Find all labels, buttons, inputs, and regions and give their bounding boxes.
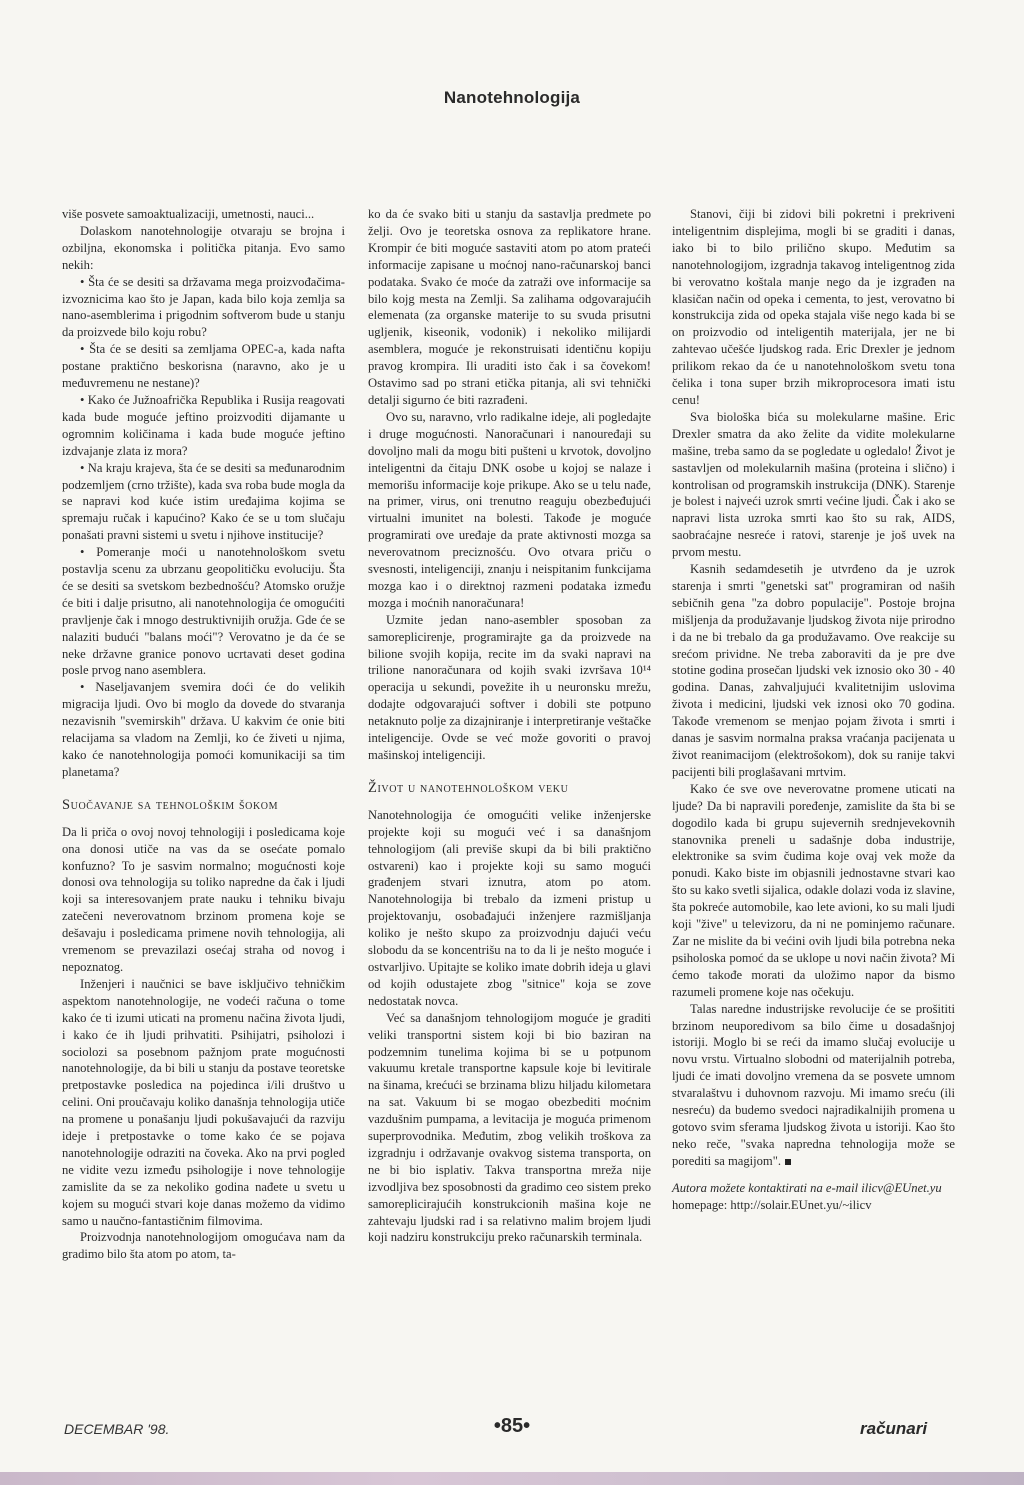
paragraph [672,1001,955,1170]
section-heading: Suočavanje sa tehnološkim šokom [62,796,279,813]
paragraph: ko da će svako biti u stanju da sastavlja predmete po želji. Ovo je teoretska osnova za replikatore hrane. Krompir će biti moguće sastaviti atom po atom prateći informacije zapisane u moćnoj nano-računarskoj banci podataka. Svako će moće da zatraži ove informacije sa bilo kojg mesta na Zemlji. Sa zalihama odgovarajućih elemenata (za organske materije to su svuda prisutni ugljenik, kiseonik, vodonik) i nekoliko milijardi asemblera, moguće je rekonstruisati identičnu kopiju pravog krompira. Ili uraditi isto čak i sa čovekom! Ostavimo sad po strani etička pitanja, ali svi tehnički detalji sigurno će biti razrađeni. [368,207,651,407]
bullet-paragraph: • Pomeranje moći u nanotehnološkom svetu postavlja scenu za ubrzanu geopolitičku evoluciju. Šta će se desiti sa svetskom bezbednošću? Atomsko oružje će biti i dalje prisutno, ali nanotehnologija će omogućiti pravljenje čak i mnogo destruktivnijih oružja. Gde će se nalaziti budući "balans moći"? Verovatno je da će se neke državne granice ponovo ucrtavati deset godina posle prvog nano asemblera. [62,545,345,678]
column-3 [672,206,955,1213]
column-2 [368,206,651,1246]
bullet-paragraph: • Šta će se desiti sa zemljama OPEC-a, kada nafta postane praktično beskorisna (naravno, ako je u međuvremenu ne nestane)? [62,342,345,391]
paragraph: Stanovi, čiji bi zidovi bili pokretni i prekriveni inteligentnim displejima, mogli bi se graditi i danas, iako bi to bilo prilično skupo. Međutim sa nanotehnologijom, izgradnja takavog inteligentnog zida bi verovatno koštala manje nego da je izgrađen na klasičan način od opeka i cementa, to jest, verovatno bi konstrukcija zida od opeka stajala više nego kada bi se on proizvodio od inteligentih materijala, jer ne bi zahtevao učešće ljudskog rada. Eric Drexler je jednom prilikom rekao da će u nanotehnološkom svetu tona čelika i tona super brzih mikroprocesora imati istu cenu! [672,207,955,407]
bullet-paragraph: • Kako će Južnoafrička Republika i Rusija reagovati kada bude moguće jeftino proizvoditi dijamante u ogromnim količinama i kada bude moguće jeftino izdvajanje zlata iz mora? [62,392,345,458]
issue-date: DECEMBAR '98. [64,1421,170,1437]
bullet-paragraph: • Šta će se desiti sa državama mega proizvođačima-izvoznicima kao što je Japan, kada bilo koja zemlja sa nano-asemblerima i prigodnim softverom bude u stanju da proizvede bilo koju robu? [62,274,345,340]
magazine-name: računari [860,1419,928,1438]
paragraph: Nanotehnologija će omogućiti velike inženjerske projekte koji su mogući već i sa današnjom tehnologijom (ali previše skupi da bi bili praktično ostvareni) kao i projekte koji su samo mogući građenjem stvari iznutra, atom po atom. Nanotehnologija bi trebalo da izmeni pristup u projektovanju, osobađajući inženjere razmišljanja koliko je nešto skupo za proizvodnju dajući veću slobodu da se koncentrišu na to da li je nešto moguće i ostvarljivo. Upitajte se koliko imate dobrih ideja u glavi od kojih odustajete zbog "sitnice" koja se zove nedostatak novca. [368,807,651,1008]
paragraph: Uzmite jedan nano-asembler sposoban za samoreplicirenje, programirajte ga da proizvede na bilione svojih kopija, recite im da svaki napravi na trilione nanoračunara od kojih svaki izvršava 10¹⁴ operacija u sekundi, povežite ih u neuronsku mrežu, dodajte odgovarajući softver i dobili ste potpuno netaknuto polje za dizajniranje i interpretiranje veštačke inteligencije. Ovde se već može govoriti o pravoj mašinskoj inteligenciji. [368,612,651,762]
end-of-article-square-icon [785,1159,791,1165]
paragraph: Već sa današnjom tehnologijom moguće je graditi veliki transportni sistem koji bi bio baziran na podzemnim tunelima kojima bi se u potpunom vakuumu kretale transportne kapsule koje bi levitirale na šinama, krećući se brzinama blizu hiljadu kilometara na sat. Vakuum bi se mogao obezbediti moćnim vazdušnim pumpama, a levitacija je moguća primenom superprovodnika. Međutim, zbog velikih troškova za izgradnju i održavanje ovakvog sistema transporta, on ne bi bio isplativ. Takva transportna mreža nije izvodljiva bez sposobnosti da gradimo ceo sistem preko samoreplicirajućih konstrukcionih mašina koje ne zahtevaju ljudski rad i sa relativno malim brojem ljudi koji nadziru konstrukciju preko računarskih terminala. [368,1010,651,1245]
paragraph: Sva biološka bića su molekularne mašine. Eric Drexler smatra da ako želite da vidite molekularne mašine, treba samo da se pogledate u ogledalo! Život je sastavljen od molekularnih mašina (proteina i slično) i kontrolisan od programskih instrukcija (DNK). Starenje je bolest i najveći uzrok smrti većine ljudi. Čak i ako se napravi lista uzroka smrti kao što su rak, AIDS, saobraćajne nesreće i ratovi, starenje je još uvek na prvom mestu. [672,409,955,560]
column-1 [62,206,345,1263]
paragraph: Proizvodnja nanotehnologijom omogućava nam da gradimo bilo šta atom po atom, ta- [62,1230,345,1262]
author-contact: Autora možete kontaktirati na e-mail ilicv@EUnet.yu [672,1180,942,1195]
bullet-paragraph: • Naseljavanjem svemira doći će do velikih migracija ljudi. Ovo bi moglo da dovede do stvaranja nezavisnih "svemirskih" država. U kakvim će onie biti relacijama sa vladom na Zemlji, ko će živeti u njima, kako će nanotehnologija pomoći komunikaciji sa tim planetama? [62,680,345,779]
paragraph: Kasnih sedamdesetih je utvrđeno da je uzrok starenja i smrti "genetski sat" programiran od naših sebičnih gena "za dobro populacije". Postoje brojna mišljenja da produžavanje ljudskog života nije prirodno i da ne bi trebalo da ga produžavamo. Ove reakcije su srećom prividne. Ne treba zaboraviti da je pre dve stotine godina prosečan ljudski vek iznosio oko 30 - 40 godina. Danas, zahvaljujući kvalitetnijim uslovima života i medicini, ljudski vek iznosi oko 70 godina. Takođe vremenom se menjao pojam života i smrti i danas je sasvim normalna praksa vraćanja pacijenata u život reanimacijom (elektrošokom), dok su ranije takvi pacijenti bili proglašavani mrtvim. [672,562,955,779]
paragraph: Inženjeri i naučnici se bave isključivo tehničkim aspektom nanotehnologije, ne vodeći računa o tome kako će ti izumi uticati na promenu načina života ljudi, i kako će ih ljudi prihvatiti. Psihijatri, psiholozi i sociolozi sa posebnom pažnjom prate mogućnosti nanotehnologije, da bi bili u stanju da postave teoretske pretpostavke posledica na pojedinca i/ili društvo u celini. Oni proučavaju koliko današnja tehnologija utiče na promene u ponašanju ljudi pokušavajući da razviju ideje i pretpostavke o tome kako će se pojava nanotehnologije odraziti na čoveka. Ako na prvi pogled ne vidite vezu između psihologije i nove tehnologije zamislite da se za nekoliko godina nađete u svetu u kojem su mogući stvari koje danas možemo da vidimo samo u naučno-fantastičnim filmovima. [62,976,345,1228]
paragraph: Ovo su, naravno, vrlo radikalne ideje, ali pogledajte i druge mogućnosti. Nanoračunari i nanouređaji su dovoljno mali da mogu biti pušteni u krvotok, dovoljno inteligentni da čitaju DNK osobe u kojoj se nalaze i memorišu informacije koje prikupe. Ako se u telu nađe, na primer, virus, oni trenutno reaguju obezbeđujući virtualni imunitet na bolesti. Takođe je moguće programirati ove uređaje da prate aktivnosti mozga sa neverovatnom preciznošću. Ovo otvara priču o svesnosti, inteligenciji, znanju i neispitanim funkcijama mozga kao i o direktnoj razmeni podataka između mozga i moćnih nanoračunara! [368,409,651,610]
running-title: Nanotehnologija [443,88,581,107]
bullet-paragraph: • Na kraju krajeva, šta će se desiti sa međunarodnim podzemljem (crno tržište), kada sva roba bude mogla da se napravi kod kuće istim uređajima kojima se spremaju ručak i kapućino? Kako će se u tom slučaju ponašati pravni sistemi u svetu i njihove institucije? [62,460,345,543]
bottom-color-strip [0,1472,1024,1485]
paragraph: Kako će sve ove neverovatne promene uticati na ljude? Da bi napravili poređenje, zamislite da šta bi se dogodilo kada bi grupu sujevernih srednjevekovnih stanovnika preneli u sadašnje doba industrije, elektronike sa svim čudima koje ovaj vek može da ponudi. Kako biste im objasnili jednostavne stvari kao što su kako svetli sijalica, odakle dolazi voda iz slavine, šta pokreće automobile, kao lete avioni, ko su mali ljudi koji "žive" u televizoru, da ni ne pominjemo računare. Zar ne mislite da bi većini ovih ljudi bila potrebna neka psiholoska pomoć da se uklope u novi način života? Mi ćemo takođe morati da uložimo napor da bismo razumeli promene koje nas očekuju. [672,781,955,999]
page-number: •85• [493,1415,531,1437]
section-heading: Život u nanotehnološkom veku [368,779,569,796]
author-homepage: homepage: http://solair.EUnet.yu/~ilicv [672,1197,872,1212]
closing-paragraph-text: Talas naredne industrijske revolucije će se prošititi brzinom neuporedivom sa bilo čime u dosadašnjoj istoriji. Moglo bi se reći da imamo slučaj evolucije u novu vrstu. Virtualno slobodni od materijalnih potreba, ljudi će imati dovoljno vremena da se posvete umnom stvaralaštvu i duhovnom razvoju. Mi imamo sreću (ili nesreću) da budemo svedoci najradikalnijih promena u gotovo svim sferama ljudskog života u istoriji. Kao što neko reče, "svaka napredna tehnologija može se porediti sa magijom". [672,1001,955,1168]
paragraph: Da li priča o ovoj novoj tehnologiji i posledicama koje ona donosi utiče na vas da se osećate pomalo konfuzno? To je sasvim normalno; mogućnosti koje donosi ova tehnologija su toliko napredne da čak i ljudi koji sa interesovanjem prate nauku i tehniku bivaju zatečeni neverovatnom brzinom promena koje se dešavaju i posledicama primene novih tehnologija, ali vremenom se prevazilazi osećaj straha od novog i nepoznatog. [62,824,345,974]
paragraph: više posvete samoaktualizaciji, umetnosti, nauci... [62,207,315,221]
paragraph: Dolaskom nanotehnologije otvaraju se brojna i ozbiljna, ekonomska i politička pitanja. Evo samo nekih: [62,223,345,272]
